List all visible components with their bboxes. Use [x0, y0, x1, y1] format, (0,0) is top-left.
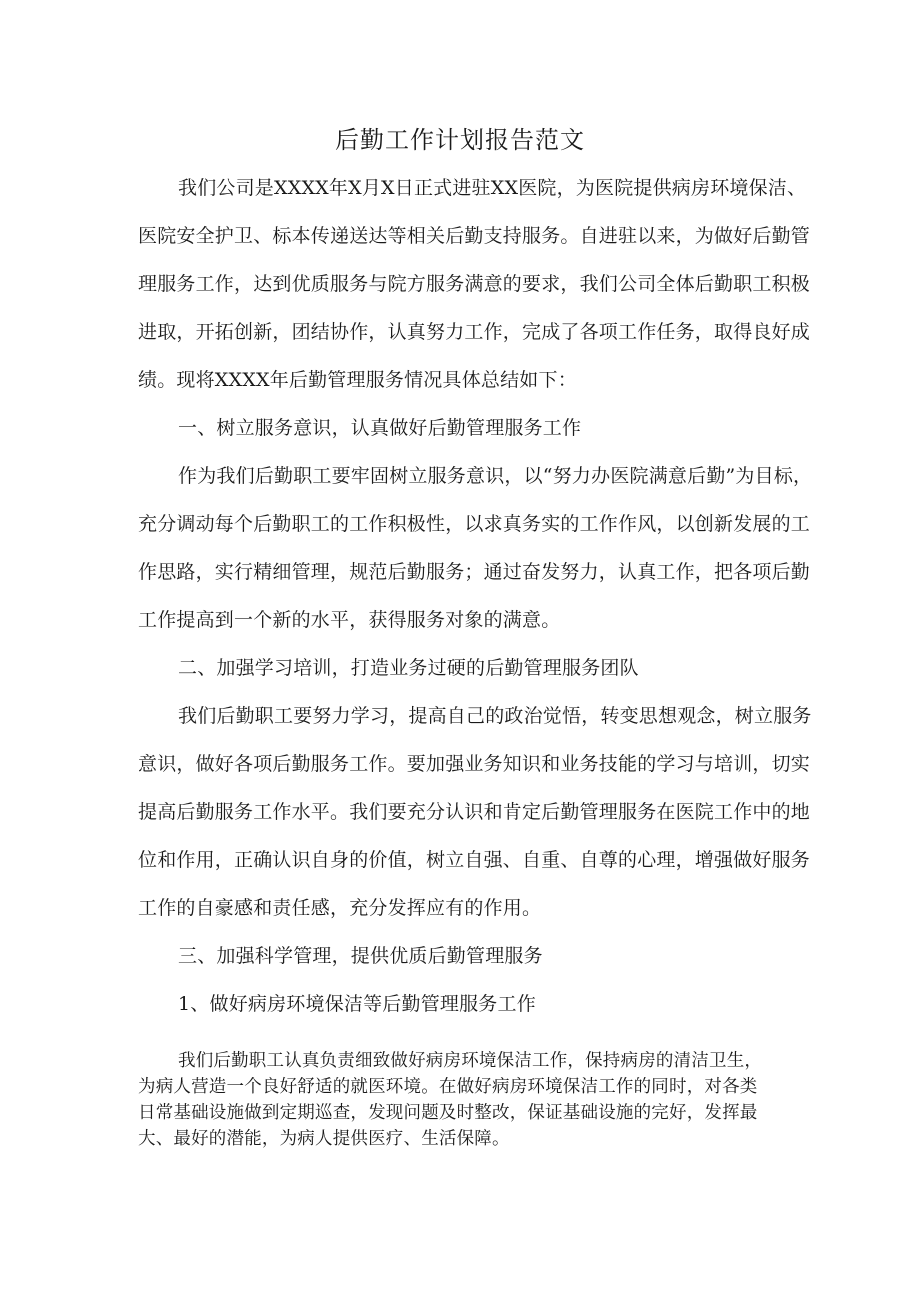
section-heading-3: 三、加强科学管理，提供优质后勤管理服务 [178, 945, 543, 967]
paragraph-3-line-3: 提高后勤服务工作水平。我们要充分认识和肯定后勤管理服务在医院工作中的地 [138, 801, 811, 823]
paragraph-2-line-4: 工作提高到一个新的水平，获得服务对象的满意。 [138, 609, 561, 631]
paragraph-1-line-2: 医院安全护卫、标本传递送达等相关后勤支持服务。自进驻以来，为做好后勤管 [138, 225, 811, 247]
paragraph-2-line-1: 作为我们后勤职工要牢固树立服务意识，以“努力办医院满意后勤”为目标， [178, 465, 813, 487]
document-title: 后勤工作计划报告范文 [335, 126, 585, 154]
paragraph-3-line-2: 意识，做好各项后勤服务工作。要加强业务知识和业务技能的学习与培训，切实 [138, 753, 811, 775]
paragraph-3-line-4: 位和作用，正确认识自身的价值，树立自强、自重、自尊的心理，增强做好服务 [138, 849, 811, 871]
paragraph-1-line-4: 进取，开拓创新，团结协作，认真努力工作，完成了各项工作任务，取得良好成 [138, 321, 811, 343]
paragraph-4-line-1: 我们后勤职工认真负责细致做好病房环境保洁工作，保持病房的清洁卫生， [178, 1051, 763, 1071]
paragraph-2-line-3: 作思路，实行精细管理，规范后勤服务；通过奋发努力，认真工作，把各项后勤 [138, 561, 811, 583]
section-heading-1: 一、树立服务意识，认真做好后勤管理服务工作 [178, 417, 582, 439]
paragraph-3-line-1: 我们后勤职工要努力学习，提高自己的政治觉悟，转变思想观念，树立服务 [178, 705, 812, 727]
paragraph-1-line-3: 理服务工作，达到优质服务与院方服务满意的要求，我们公司全体后勤职工积极 [138, 273, 811, 295]
paragraph-4-line-3: 日常基础设施做到定期巡查，发现问题及时整改，保证基础设施的完好，发挥最 [138, 1103, 758, 1123]
paragraph-1-line-5: 绩。现将XXXX年后勤管理服务情况具体总结如下： [138, 369, 577, 391]
paragraph-4-line-2: 为病人营造一个良好舒适的就医环境。在做好病房环境保洁工作的同时，对各类 [138, 1077, 758, 1097]
paragraph-4-line-4: 大、最好的潜能，为病人提供医疗、生活保障。 [138, 1129, 510, 1149]
subsection-heading-1: 1、做好病房环境保洁等后勤管理服务工作 [178, 993, 536, 1015]
paragraph-2-line-2: 充分调动每个后勤职工的工作积极性，以求真务实的工作作风，以创新发展的工 [138, 513, 811, 535]
paragraph-1-line-1: 我们公司是XXXX年X月X日正式进驻XX医院，为医院提供病房环境保洁、 [178, 177, 807, 199]
paragraph-3-line-5: 工作的自豪感和责任感，充分发挥应有的作用。 [138, 897, 542, 919]
section-heading-2: 二、加强学习培训，打造业务过硬的后勤管理服务团队 [178, 657, 639, 679]
